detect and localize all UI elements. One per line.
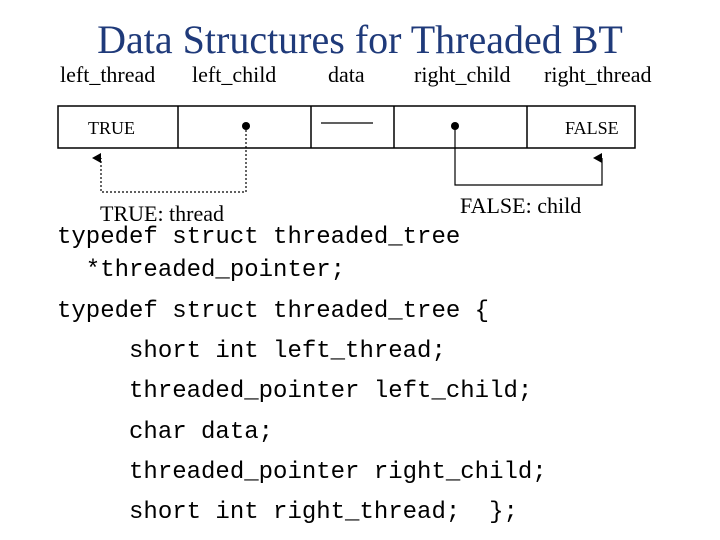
code-line: char data; <box>57 419 274 446</box>
left-thread-value: TRUE <box>88 118 135 138</box>
header-right-thread: right_thread <box>544 62 652 87</box>
code-line: typedef struct threaded_tree { <box>57 298 490 325</box>
header-left-thread: left_thread <box>60 62 156 87</box>
header-left-child: left_child <box>192 62 277 87</box>
right-thread-value: FALSE <box>565 118 619 138</box>
node-record <box>58 106 635 148</box>
code-line: threaded_pointer right_child; <box>57 459 547 486</box>
code-line: *threaded_pointer; <box>57 257 346 284</box>
header-data: data <box>328 62 365 87</box>
slide-title: Data Structures for Threaded BT <box>97 17 623 62</box>
header-right-child: right_child <box>414 62 511 87</box>
right-annotation: FALSE: child <box>460 193 582 218</box>
left-annotation: TRUE: thread <box>100 201 225 226</box>
code-line: short int right_thread; }; <box>57 499 518 526</box>
record-outline <box>58 106 635 148</box>
code-line: short int left_thread; <box>57 338 446 365</box>
code-line: typedef struct threaded_tree <box>57 224 461 251</box>
code-line: threaded_pointer left_child; <box>57 378 533 405</box>
